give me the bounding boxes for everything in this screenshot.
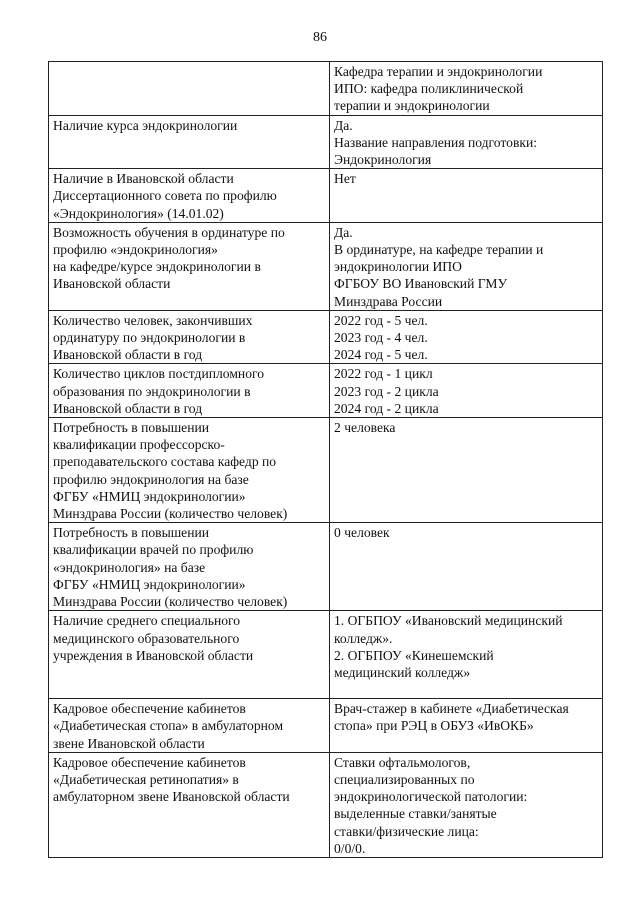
value-line: Да.: [334, 224, 353, 240]
value-line: ИПО: кафедра поликлинической: [334, 81, 524, 97]
row-value-cell: [330, 523, 603, 611]
table-row: [49, 699, 603, 753]
label-line: Ивановской области в год: [53, 347, 203, 363]
row-label-cell: [49, 115, 330, 169]
table-row: [49, 523, 603, 611]
label-line: ФГБУ «НМИЦ эндокринологии»: [53, 576, 246, 592]
row-value-cell: [330, 752, 603, 857]
value-line: Ставки офтальмологов,: [334, 754, 471, 770]
label-line: профилю эндокринология на базе: [53, 471, 249, 487]
label-line: квалификации профессорско-: [53, 437, 225, 453]
row-label-cell: [49, 364, 330, 418]
label-line: Кадровое обеспечение кабинетов: [53, 754, 246, 770]
value-line: Название направления подготовки:: [334, 134, 538, 150]
value-line: В ординатуре, на кафедре терапии и: [334, 242, 544, 258]
label-line: «Диабетическая стопа» в амбулаторном: [53, 718, 284, 734]
row-value-cell: [330, 699, 603, 753]
page-number: 86: [313, 30, 327, 45]
label-line: Минздрава России (количество человек): [53, 506, 288, 522]
value-line: 2024 год - 5 чел.: [334, 347, 428, 363]
label-line: учреждения в Ивановской области: [53, 647, 254, 663]
label-line: Наличие среднего специального: [53, 613, 241, 629]
value-line: терапии и эндокринологии: [334, 98, 490, 114]
label-line: Ивановской области: [53, 276, 171, 292]
label-line: Кадровое обеспечение кабинетов: [53, 701, 246, 717]
value-line: 1. ОГБПОУ «Ивановский медицинский: [334, 613, 563, 629]
value-line: эндокринологии ИПО: [334, 259, 462, 275]
label-line: «Эндокринология» (14.01.02): [53, 205, 224, 221]
label-line: ординатуру по эндокринологии в: [53, 330, 246, 346]
table-row: [49, 752, 603, 857]
row-label-cell: [49, 611, 330, 699]
value-line: 2022 год - 1 цикл: [334, 366, 433, 382]
label-line: профилю «эндокринология»: [53, 242, 218, 258]
row-label-cell: [49, 418, 330, 523]
row-label-cell: [49, 752, 330, 857]
label-line: квалификации врачей по профилю: [53, 542, 254, 558]
row-value-cell: [330, 611, 603, 699]
label-line: звене Ивановской области: [53, 735, 205, 751]
value-line: Нет: [334, 171, 356, 187]
label-line: преподавательского состава кафедр по: [53, 454, 277, 470]
label-line: на кафедре/курсе эндокринологии в: [53, 259, 261, 275]
row-value-cell: [330, 222, 603, 310]
table-row: [49, 222, 603, 310]
table-row: [49, 418, 603, 523]
value-line: Эндокринология: [334, 152, 432, 168]
label-line: Потребность в повышении: [53, 525, 210, 541]
value-line: 2023 год - 2 цикла: [334, 383, 439, 399]
label-line: Наличие в Ивановской области: [53, 171, 234, 187]
value-line: стопа» при РЭЦ в ОБУЗ «ИвОКБ»: [334, 718, 534, 734]
value-line: 2024 год - 2 цикла: [334, 400, 439, 416]
label-line: Потребность в повышении: [53, 420, 210, 436]
row-label-cell: [49, 169, 330, 223]
label-line: ФГБУ «НМИЦ эндокринологии»: [53, 488, 246, 504]
value-line: специализированных по: [334, 771, 475, 787]
label-line: Наличие курса эндокринологии: [53, 117, 238, 133]
value-line: ставки/физические лица:: [334, 823, 479, 839]
table-row: [49, 115, 603, 169]
value-line: Да.: [334, 117, 353, 133]
row-label-cell: [49, 62, 330, 116]
row-value-cell: [330, 364, 603, 418]
value-line: Минздрава России: [334, 293, 443, 309]
table-row: [49, 364, 603, 418]
table-row: [49, 310, 603, 364]
row-value-cell: [330, 62, 603, 116]
label-line: Минздрава России (количество человек): [53, 594, 288, 610]
label-line: образования по эндокринологии в: [53, 383, 251, 399]
row-label-cell: [49, 222, 330, 310]
table-row: [49, 62, 603, 116]
label-line: амбулаторном звене Ивановской области: [53, 789, 290, 805]
value-line: Врач-стажер в кабинете «Диабетическая: [334, 701, 569, 717]
value-line: эндокринологической патологии:: [334, 789, 528, 805]
value-line: 2. ОГБПОУ «Кинешемский: [334, 647, 494, 663]
value-line: 2023 год - 4 чел.: [334, 330, 428, 346]
info-table: [48, 61, 603, 858]
label-line: Диссертационного совета по профилю: [53, 188, 277, 204]
row-label-cell: [49, 523, 330, 611]
value-line: выделенные ставки/занятые: [334, 806, 497, 822]
label-line: «эндокринология» на базе: [53, 559, 206, 575]
value-line: 2 человека: [334, 420, 396, 436]
value-line: 2022 год - 5 чел.: [334, 312, 428, 328]
table-row: [49, 611, 603, 699]
value-line: ФГБОУ ВО Ивановский ГМУ: [334, 276, 508, 292]
row-value-cell: [330, 310, 603, 364]
value-line: 0 человек: [334, 525, 390, 541]
value-line: 0/0/0.: [334, 840, 366, 856]
label-line: Ивановской области в год: [53, 400, 203, 416]
row-label-cell: [49, 699, 330, 753]
row-value-cell: [330, 418, 603, 523]
row-label-cell: [49, 310, 330, 364]
label-line: Возможность обучения в ординатуре по: [53, 224, 285, 240]
value-line: колледж».: [334, 630, 393, 646]
label-line: Количество человек, закончивших: [53, 312, 253, 328]
table-row: [49, 169, 603, 223]
value-line: медицинский колледж»: [334, 664, 471, 680]
label-line: медицинского образовательного: [53, 630, 240, 646]
label-line: Количество циклов постдипломного: [53, 366, 265, 382]
label-line: «Диабетическая ретинопатия» в: [53, 771, 239, 787]
row-value-cell: [330, 169, 603, 223]
value-line: Кафедра терапии и эндокринологии: [334, 64, 543, 79]
row-value-cell: [330, 115, 603, 169]
